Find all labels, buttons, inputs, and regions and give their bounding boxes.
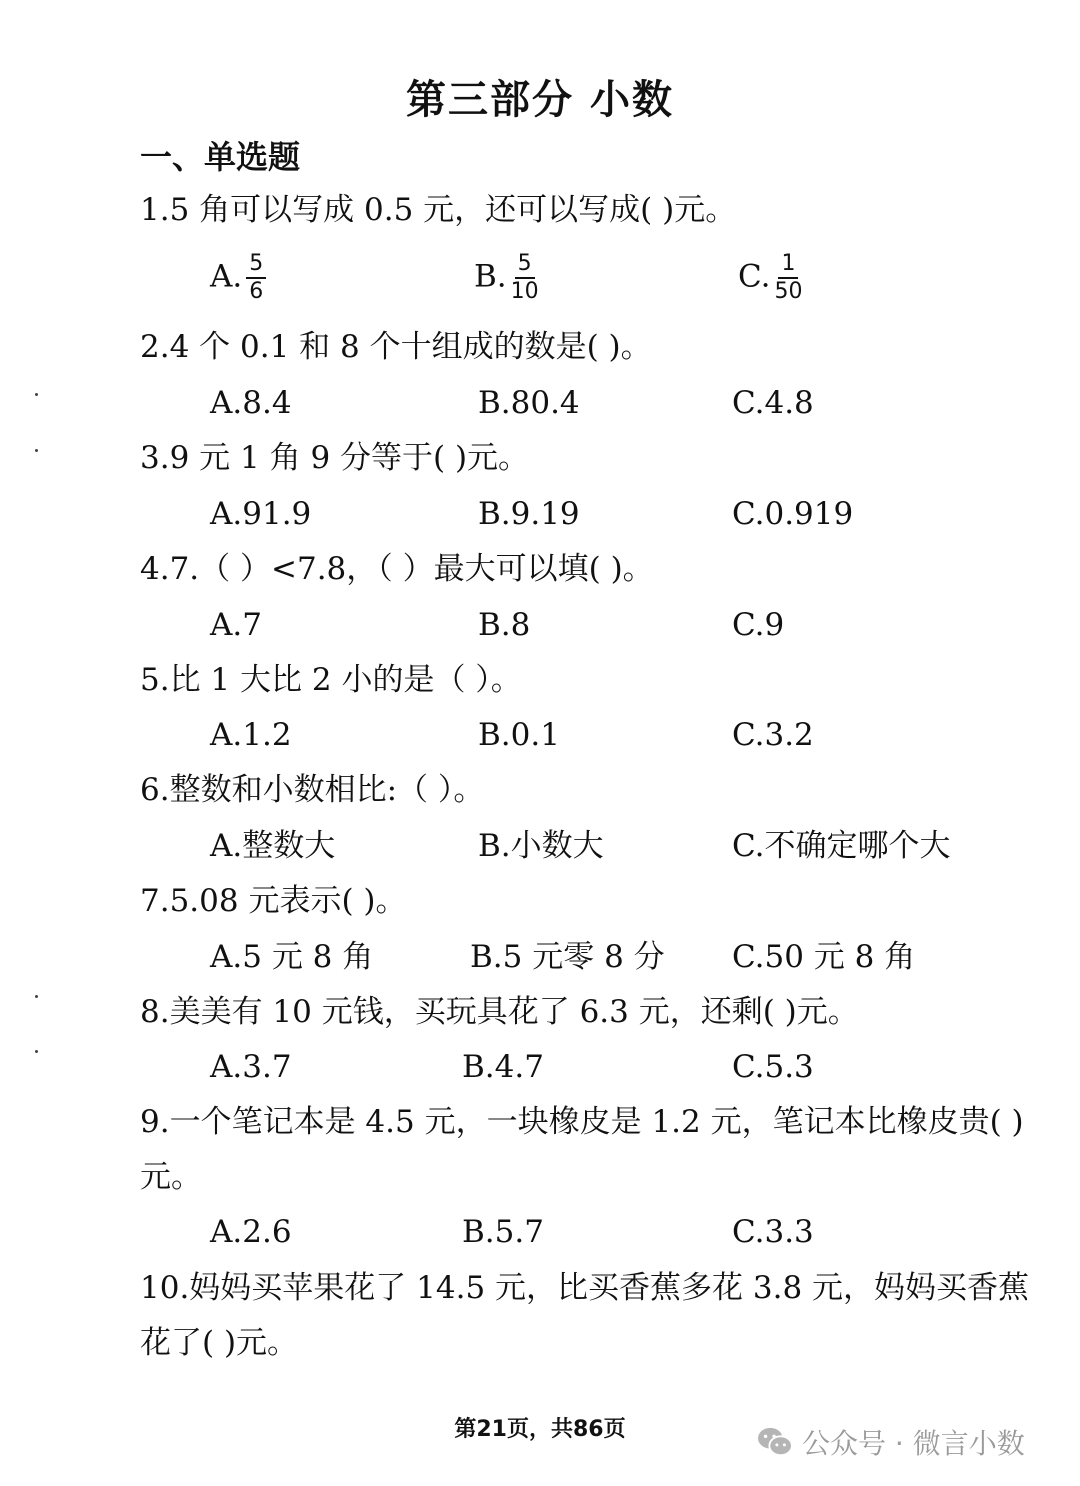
option-2-a: A.8.4 (210, 385, 292, 421)
option-9-a: A.2.6 (210, 1214, 292, 1250)
option-4-b: B.8 (478, 607, 531, 643)
scan-speck (35, 1050, 38, 1053)
fraction: $\frac{5}{10}$ (510, 251, 539, 304)
question-6: 6.整数和小数相比:（ ）。 (140, 772, 485, 808)
scan-speck (35, 393, 38, 396)
option-3-c: C.0.919 (732, 496, 854, 532)
option-6-a: A.整数大 (210, 828, 336, 864)
option-5-a: A.1.2 (210, 717, 292, 753)
watermark-text: 公众号 · 微言小数 (802, 1427, 1025, 1460)
fraction: $\frac{1}{50}$ (774, 251, 803, 304)
option-7-c: C.50 元 8 角 (732, 939, 916, 975)
option-3-b: B.9.19 (478, 496, 580, 532)
section-heading: 一、单选题 (140, 138, 301, 176)
option-1-c: C. $\frac{1}{50}$ (738, 251, 803, 304)
option-2-c: C.4.8 (732, 385, 814, 421)
option-3-a: A.91.9 (210, 496, 312, 532)
option-5-c: C.3.2 (732, 717, 814, 753)
question-2: 2.4 个 0.1 和 8 个十组成的数是( )。 (140, 329, 652, 365)
option-1-a: A. $\frac{5}{6}$ (210, 252, 266, 304)
scan-speck (35, 995, 38, 998)
option-6-b: B.小数大 (478, 828, 604, 864)
question-8: 8.美美有 10 元钱，买玩具花了 6.3 元，还剩( )元。 (140, 994, 859, 1030)
option-4-c: C.9 (732, 607, 785, 643)
option-7-a: A.5 元 8 角 (210, 939, 374, 975)
watermark (756, 1422, 1025, 1462)
fraction: $\frac{5}{6}$ (246, 252, 266, 304)
page-title: 第三部分 小数 (406, 77, 674, 123)
question-5: 5.比 1 大比 2 小的是（ ）。 (140, 662, 522, 698)
question-4: 4.7.（ ）<7.8，（ ）最大可以填( )。 (140, 551, 654, 587)
option-1-b: B. $\frac{5}{10}$ (474, 251, 539, 304)
question-9: 9.一个笔记本是 4.5 元，一块橡皮是 1.2 元，笔记本比橡皮贵( )元。 (140, 1104, 1024, 1195)
option-2-b: B.80.4 (478, 385, 580, 421)
scan-speck (35, 449, 38, 452)
question-1: 1.5 角可以写成 0.5 元，还可以写成( )元。 (140, 192, 737, 228)
option-8-b: B.4.7 (462, 1049, 544, 1085)
question-7: 7.5.08 元表示( )。 (140, 883, 407, 919)
option-8-c: C.5.3 (732, 1049, 814, 1085)
option-9-c: C.3.3 (732, 1214, 814, 1250)
question-10: 10.妈妈买苹果花了 14.5 元，比买香蕉多花 3.8 元，妈妈买香蕉花了( )元。 (140, 1270, 1030, 1361)
wechat-icon (756, 1426, 794, 1458)
page-number: 第21页，共86页 (454, 1417, 626, 1442)
option-4-a: A.7 (210, 607, 262, 643)
option-9-b: B.5.7 (462, 1214, 544, 1250)
option-6-c: C.不确定哪个大 (732, 828, 951, 864)
option-5-b: B.0.1 (478, 717, 560, 753)
option-8-a: A.3.7 (210, 1049, 292, 1085)
option-7-b: B.5 元零 8 分 (470, 939, 665, 975)
question-3: 3.9 元 1 角 9 分等于( )元。 (140, 440, 530, 476)
